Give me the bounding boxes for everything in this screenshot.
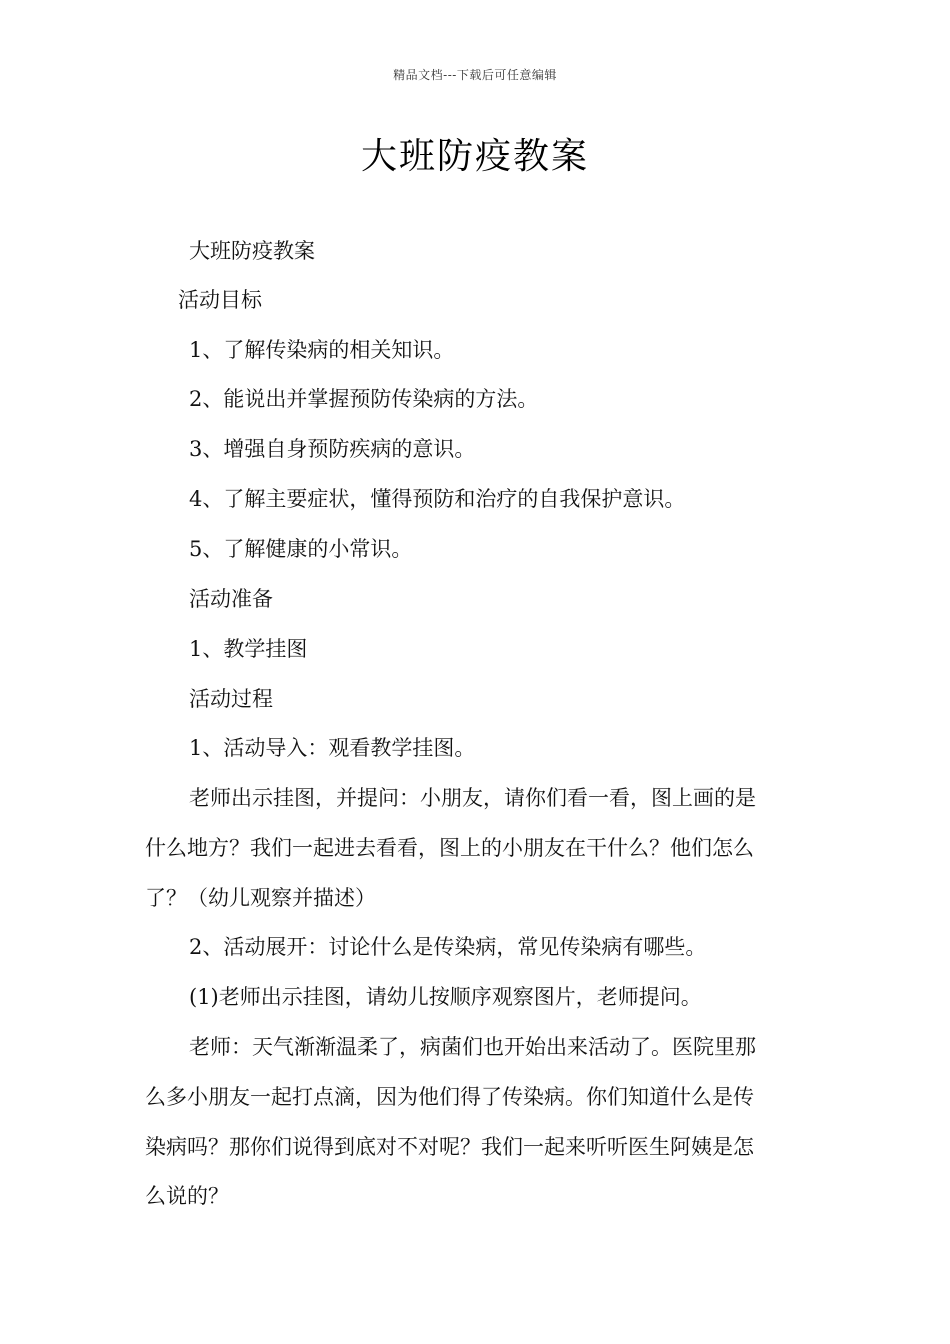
paragraph-line: 了？（幼儿观察并描述）	[145, 886, 376, 910]
paragraph-line: 么多小朋友一起打点滴，因为他们得了传染病。你们知道什么是传	[145, 1085, 754, 1109]
section-heading-preparation: 活动准备	[189, 587, 273, 611]
list-item: 3、增强自身预防疾病的意识。	[189, 437, 476, 461]
paragraph-line: 染病吗？那你们说得到底对不对呢？我们一起来听听医生阿姨是怎	[145, 1135, 754, 1159]
page-header: 精品文档---下载后可任意编辑	[393, 68, 557, 82]
paragraph-line: 老师出示挂图，并提问：小朋友，请你们看一看，图上画的是	[189, 786, 756, 810]
section-heading-process: 活动过程	[189, 687, 273, 711]
list-item: 1、教学挂图	[189, 637, 308, 661]
list-item: 2、活动展开：讨论什么是传染病，常见传染病有哪些。	[189, 935, 707, 959]
list-item: 5、了解健康的小常识。	[189, 537, 413, 561]
paragraph-line: 么说的？	[145, 1184, 229, 1208]
paragraph-line: 老师：天气渐渐温柔了，病菌们也开始出来活动了。医院里那	[189, 1035, 756, 1059]
list-item: 1、了解传染病的相关知识。	[189, 338, 455, 362]
list-item: 1、活动导入：观看教学挂图。	[189, 736, 476, 760]
list-item: 4、了解主要症状，懂得预防和治疗的自我保护意识。	[189, 487, 686, 511]
list-item: 2、能说出并掌握预防传染病的方法。	[189, 387, 539, 411]
list-item: (1)老师出示挂图，请幼儿按顺序观察图片，老师提问。	[189, 985, 702, 1009]
body-line: 大班防疫教案	[189, 239, 315, 263]
paragraph-line: 什么地方？我们一起进去看看，图上的小朋友在干什么？他们怎么	[145, 836, 754, 860]
section-heading-goals: 活动目标	[178, 288, 262, 312]
document-title: 大班防疫教案	[360, 136, 589, 177]
